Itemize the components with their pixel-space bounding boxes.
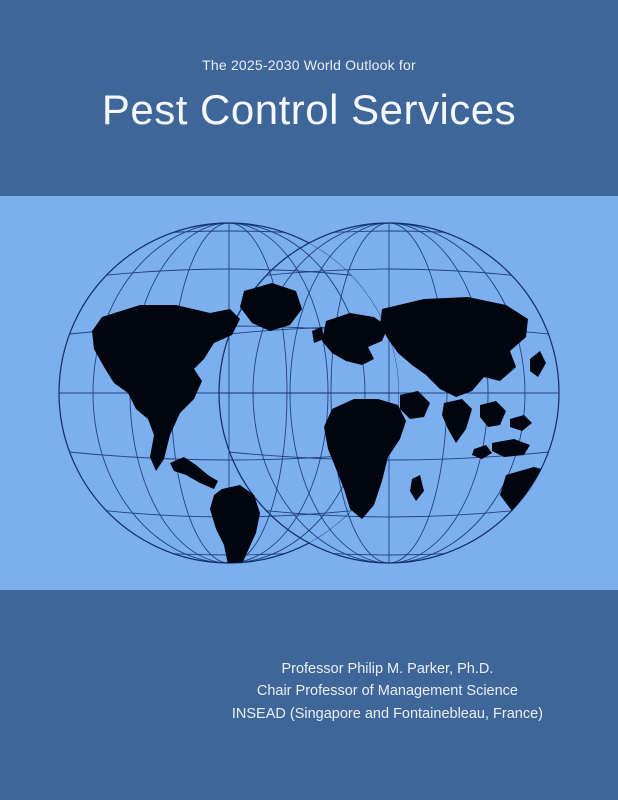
author-affiliation: INSEAD (Singapore and Fontainebleau, France)	[231, 705, 543, 722]
cover-subtitle: The 2025-2030 World Outlook for	[202, 57, 416, 73]
page-title: Pest Control Services	[101, 86, 517, 133]
globe-panel	[0, 196, 618, 590]
author-name: Professor Philip M. Parker, Ph.D.	[281, 661, 494, 677]
title-band	[0, 0, 618, 196]
author-role: Chair Professor of Management Science	[256, 683, 518, 700]
world-globe-map-icon	[44, 213, 574, 573]
author-block	[232, 658, 543, 725]
author-band	[0, 590, 618, 800]
